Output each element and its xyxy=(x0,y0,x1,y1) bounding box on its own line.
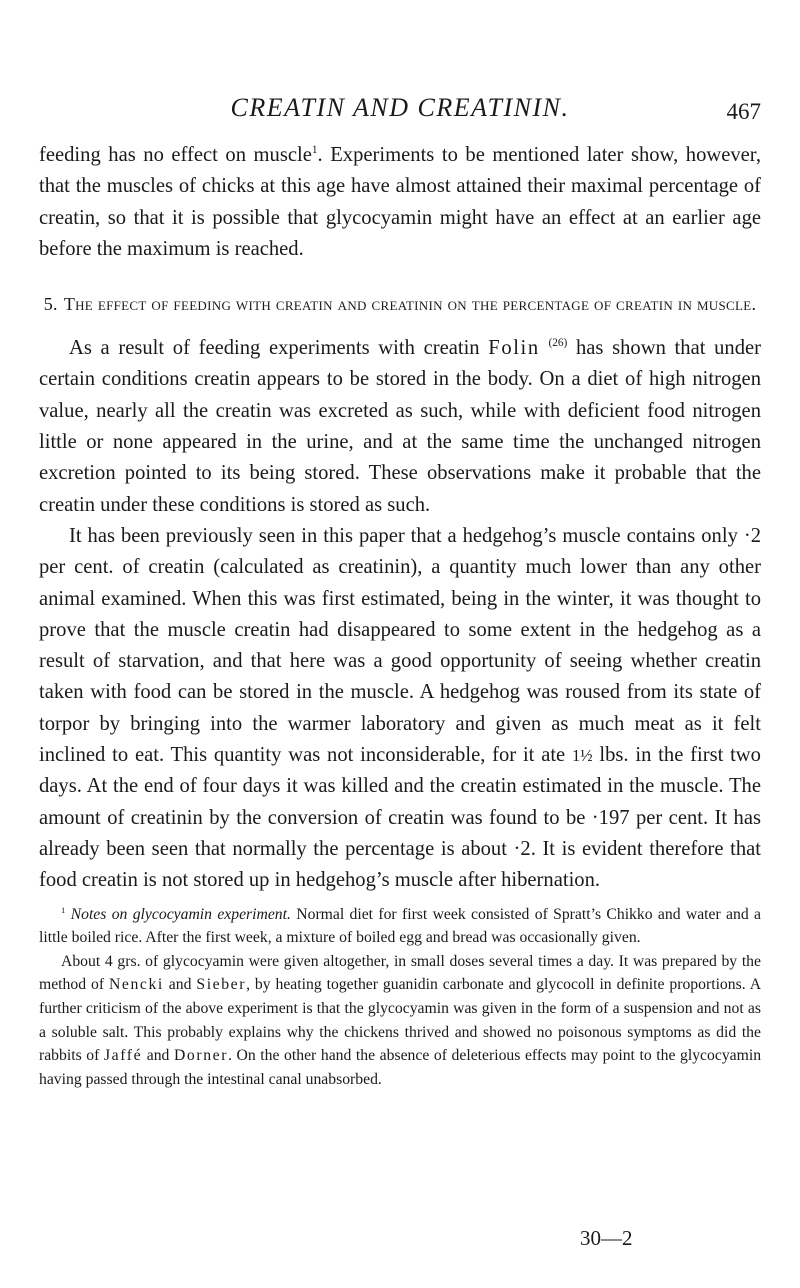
page-header xyxy=(39,91,761,131)
running-title: CREATIN AND CREATININ. xyxy=(230,93,570,122)
footnote-number: 1 xyxy=(61,904,66,915)
section-title: The effect of feeding with creatin and creatinin on the percentage of creatin in muscle. xyxy=(63,294,757,315)
author-name: Dorner xyxy=(174,1047,229,1065)
paragraph-hedgehog: It has been previously seen in this paper that a hedgehog’s muscle contains only ·2 per cent. of creatin (calculated as creatinin), a quantity much lower than any other animal examined. When this was first estimated, being in the winter, it was thought to prove that the muscle creatin had disappeared to some extent in the hedgehog as a result of starvation, and that here was a good opportunity of seeing whether creatin taken with food can be stored in the muscle. A hedgehog was roused from its state of torpor by bringing into the warmer laboratory and given as much meat as it felt inclined to eat. This quantity was not inconsiderable, for it ate 1½ lbs. in the first two days. At the end of four days it was killed and the creatin estimated in the muscle. The amount of creatinin by the conversion of creatin was found to be ·197 per cent. It has already been seen that normally the percentage is about ·2. It is evident therefore that food creatin is not stored up in hedgehog’s muscle after hibernation. xyxy=(39,524,761,892)
section-heading xyxy=(39,291,761,317)
signature-mark: 30—2 xyxy=(580,1226,633,1250)
page-body xyxy=(39,140,761,1091)
paragraph-continuation: feeding has no effect on muscle$^1$. Experiments to be mentioned later show, however, that the muscles of chicks at this age have almost attained their maximal percentage of creatin, so that it is possible that glycocyamin might have an effect at an earlier age before the maximum is reached. xyxy=(39,144,761,260)
page-number: 467 xyxy=(726,99,761,124)
author-name: Nencki xyxy=(108,976,164,994)
author-name: Folin xyxy=(488,337,540,360)
footnote-1-continued: About 4 grs. of glycocyamin were given altogether, in small doses several times a day. It was prepared by the method of Nencki and Sieber, by heating together guanidin carbonate and glycocoll in definite proportions. A further criticism of the above experiment is that the glycocyamin was given in the form of a suspension and not as a soluble salt. This probably explains why the chickens thrived and showed no poisonous symptoms as did the rabbits of Jaffé and Dorner. On the other hand the absence of deleterious effects may point to the glycocyamin having passed through the intestinal canal unabsorbed. xyxy=(39,952,762,1088)
footnote-ref: 1 xyxy=(311,144,318,157)
quantity: 1½ xyxy=(572,746,593,766)
section-number: 5. xyxy=(43,294,58,315)
paragraph-folin: As a result of feeding experiments with creatin Folin $^{(26)}$ has shown that under certain conditions creatin appears to be stored in the body. On a diet of high nitrogen value, nearly all the creatin was excreted as such, while with deficient food nitrogen little or none appeared in the urine, and at the same time the unchanged nitrogen excretion pointed to its being stored. These observations make it probable that the creatin under these conditions is stored as such. xyxy=(39,337,761,516)
footnote-title: Notes on glycocyamin experiment. xyxy=(70,905,291,923)
reference-marker: (26) xyxy=(548,337,568,350)
author-name: Sieber xyxy=(196,976,247,994)
footnotes xyxy=(39,903,761,1092)
author-name: Jaffé xyxy=(103,1047,143,1065)
footnote-1: $^1$ Notes on glycocyamin experiment. Normal diet for first week consisted of Spratt’s Chikko and water and a little boiled rice. After the first week, a mixture of boiled egg and bread was occasionally given. xyxy=(39,904,761,947)
